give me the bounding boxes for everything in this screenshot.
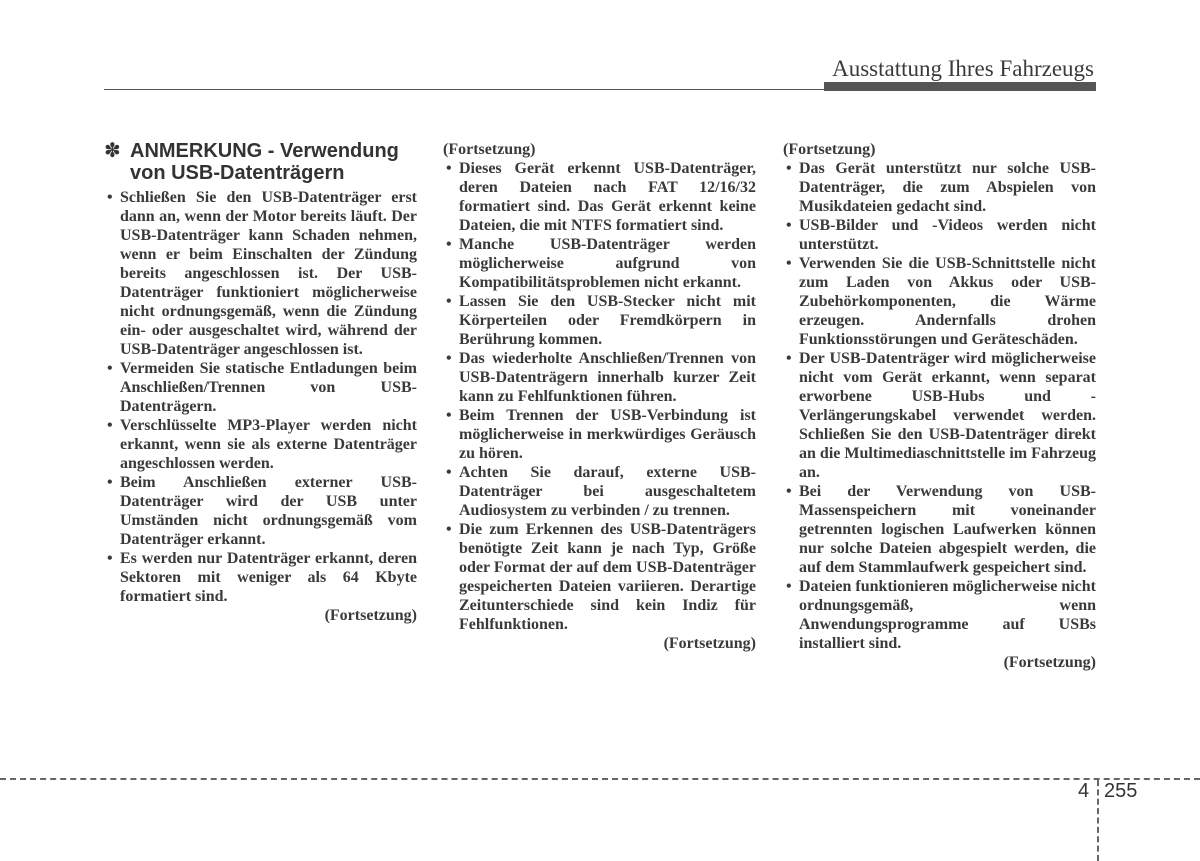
list-item: • Beim Trennen der USB-Verbindung ist möglicherweise in merkwürdiges Geräusch zu hören. bbox=[443, 406, 756, 463]
header-rule-accent bbox=[824, 82, 1096, 91]
list-item: • Vermeiden Sie statische Entladungen beim Anschließen/Trennen von USB-Datenträgern. bbox=[104, 359, 417, 416]
list-item: • Das wiederholte Anschließen/Trennen von USB-Datenträgern innerhalb kurzer Zeit kann zu Fehlfunktionen führen. bbox=[443, 349, 756, 406]
page-number: 255 bbox=[1104, 780, 1138, 802]
note-star-icon: ✽ bbox=[104, 140, 121, 162]
list-item: • Dateien funktionieren möglicherweise nicht ordnungsgemäß, wenn Anwendungsprogramme auf USBs installiert sind. bbox=[783, 577, 1096, 653]
continuation-label: (Fortsetzung) bbox=[324, 607, 417, 624]
continuation-label: (Fortsetzung) bbox=[663, 635, 756, 652]
list-item: • Der USB-Datenträger wird möglicherweise nicht vom Gerät erkannt, wenn separat erworbene USB-Hubs und -Verlängerungskabel verwendet werden. Schließen Sie den USB-Datenträger direkt an die Multimediaschnittstelle im Fahrzeug an. bbox=[783, 349, 1096, 482]
footer-dashed-rule bbox=[0, 778, 1200, 780]
list-item: • Schließen Sie den USB-Datenträger erst dann an, wenn der Motor bereits läuft. Der USB-Datenträger kann Schaden nehmen, wenn er beim Einschalten der Zündung bereits angeschlossen ist. Der USB-Datenträger funktioniert möglicherweise nicht ordnungsgemäß, wenn die Zündung ein- oder ausgeschaltet wird, während der USB-Datenträger angeschlossen ist. bbox=[104, 188, 417, 359]
column-1 bbox=[104, 140, 417, 625]
column-2 bbox=[443, 140, 756, 653]
continuation-label: (Fortsetzung) bbox=[1003, 654, 1096, 671]
continuation-label: (Fortsetzung) bbox=[443, 141, 536, 158]
list-item: • Lassen Sie den USB-Stecker nicht mit Körperteilen oder Fremdkörpern in Berührung kommen. bbox=[443, 292, 756, 349]
list-item: • Achten Sie darauf, externe USB-Datenträger bei ausgeschaltetem Audiosystem zu verbinden / zu trennen. bbox=[443, 463, 756, 520]
list-item: • Bei der Verwendung von USB-Massenspeichern mit voneinander getrennten logischen Laufwerken können nur solche Dateien abgespielt werden, die auf dem Stammlaufwerk gespeichert sind. bbox=[783, 482, 1096, 577]
list-item: • Die zum Erkennen des USB-Datenträgers benötigte Zeit kann je nach Typ, Größe oder Format der auf dem USB-Datenträger gespeicherten Dateien variieren. Derartige Zeitunterschiede sind kein Indiz für Fehlfunktionen. bbox=[443, 520, 756, 634]
continuation-label: (Fortsetzung) bbox=[783, 141, 876, 158]
running-header-title: Ausstattung Ihres Fahrzeugs bbox=[832, 56, 1094, 81]
list-item: • Beim Anschließen externer USB-Datenträger wird der USB unter Umständen nicht ordnungsgemäß vom Datenträger erkannt. bbox=[104, 473, 417, 549]
note-heading-text: ANMERKUNG - Verwendung von USB-Datenträgern bbox=[130, 140, 399, 184]
list-item: • Verwenden Sie die USB-Schnittstelle nicht zum Laden von Akkus oder USB-Zubehörkomponenten, die Wärme erzeugen. Andernfalls drohen Funktionsstörungen und Geräteschäden. bbox=[783, 254, 1096, 349]
bullet-list-2 bbox=[443, 159, 756, 634]
list-item: • Es werden nur Datenträger erkannt, deren Sektoren mit weniger als 64 Kbyte formatiert sind. bbox=[104, 549, 417, 606]
bullet-list-3 bbox=[783, 159, 1096, 653]
list-item: • Dieses Gerät erkennt USB-Datenträger, deren Dateien nach FAT 12/16/32 formatiert sind. Das Gerät erkennt keine Dateien, die mit NTFS formatiert sind. bbox=[443, 159, 756, 235]
list-item: • Verschlüsselte MP3-Player werden nicht erkannt, wenn sie als externe Datenträger angeschlossen werden. bbox=[104, 416, 417, 473]
footer-dashed-divider bbox=[1097, 780, 1099, 861]
list-item: • USB-Bilder und -Videos werden nicht unterstützt. bbox=[783, 216, 1096, 254]
chapter-number: 4 bbox=[1078, 780, 1090, 802]
column-3 bbox=[783, 140, 1096, 672]
list-item: • Manche USB-Datenträger werden möglicherweise aufgrund von Kompatibilitätsproblemen nicht erkannt. bbox=[443, 235, 756, 292]
bullet-list-1 bbox=[104, 188, 417, 606]
list-item: • Das Gerät unterstützt nur solche USB-Datenträger, die zum Abspielen von Musikdateien gedacht sind. bbox=[783, 159, 1096, 216]
note-heading bbox=[104, 140, 417, 184]
